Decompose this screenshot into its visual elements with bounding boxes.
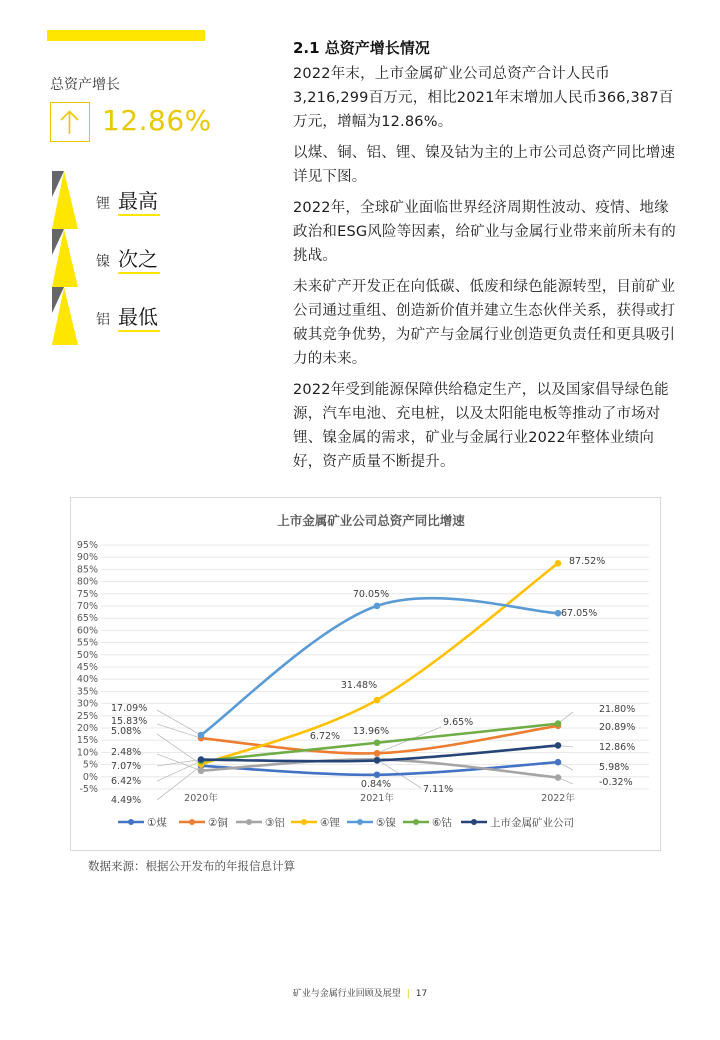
rank-underline — [118, 272, 160, 274]
data-label: 15.83% — [111, 716, 148, 727]
data-point — [555, 774, 562, 781]
data-point — [374, 757, 381, 764]
data-point — [374, 697, 381, 704]
data-label: 70.05% — [352, 589, 390, 600]
legend-label: ①煤 — [147, 817, 167, 829]
paragraph: 2022年受到能源保障供给稳定生产，以及国家倡导绿色能源，汽车电池、充电桩，以及太阳能电板等推动了市场对锂、镍金属的需求，矿业与金属行业2022年整体业绩向好，资产质量不断提升。 — [293, 382, 669, 470]
legend-marker — [128, 819, 134, 825]
data-point — [198, 732, 205, 739]
y-tick-label: 30% — [76, 698, 98, 710]
kpi-value: 12.86% — [102, 104, 212, 137]
legend-marker — [189, 819, 195, 825]
section-title: 2.1 总资产增长情况 — [293, 39, 430, 57]
paragraph: 以煤、铜、铝、锂、镍及钴为主的上市公司总资产同比增速详见下图。 — [293, 145, 676, 185]
legend-label: ⑤镍 — [376, 817, 396, 829]
y-tick-label: 95% — [76, 540, 98, 551]
y-tick-label: 10% — [76, 747, 98, 759]
x-tick-label: 2022年 — [541, 793, 575, 804]
y-tick-label: -5% — [79, 784, 98, 795]
data-label: -0.32% — [599, 777, 633, 788]
line-chart — [71, 498, 660, 850]
leader-line — [157, 734, 201, 764]
y-tick-label: 20% — [76, 723, 98, 734]
rank-underline — [118, 214, 160, 216]
x-tick-label: 2020年 — [184, 793, 218, 804]
y-tick-label: 50% — [76, 649, 98, 661]
body-text — [293, 62, 678, 481]
y-tick-label: 45% — [76, 662, 98, 673]
y-tick-label: 15% — [76, 735, 98, 747]
data-point — [555, 759, 562, 766]
y-tick-label: 90% — [76, 552, 98, 564]
data-label: 7.07% — [111, 761, 142, 772]
footer-title: 矿业与金属行业回顾及展望 — [292, 989, 401, 999]
data-point — [198, 756, 205, 763]
legend-label: 上市金属矿业公司 — [490, 817, 574, 829]
data-label: 12.86% — [599, 742, 636, 753]
legend-label: ④锂 — [320, 817, 340, 829]
paragraph: 2022年，全球矿业面临世界经济周期性波动、疫情、地缘政治和ESG风险等因素，给矿业与金属行业带来前所未有的挑战。 — [293, 200, 676, 264]
accent-bar — [47, 30, 205, 41]
data-point — [374, 739, 381, 746]
legend-marker — [471, 819, 477, 825]
rank-value: 次之 — [118, 247, 158, 271]
triangle-icon — [52, 229, 78, 287]
triangle-icon — [52, 171, 78, 229]
data-label: 13.96% — [352, 726, 390, 737]
rank-value: 最低 — [118, 305, 158, 329]
data-label: 4.49% — [111, 795, 142, 806]
data-label: 17.09% — [111, 703, 148, 714]
data-label: 5.98% — [599, 762, 630, 773]
footer-separator: | — [406, 989, 410, 999]
rank-item — [52, 229, 222, 285]
rank-metal: 镍 — [96, 254, 110, 270]
data-label: 9.65% — [443, 717, 474, 728]
data-point — [374, 771, 381, 778]
data-point — [374, 750, 381, 757]
y-tick-label: 60% — [76, 625, 98, 637]
y-tick-label: 40% — [76, 674, 98, 686]
y-tick-label: 70% — [76, 601, 98, 612]
paragraph: 2022年末，上市金属矿业公司总资产合计人民币3,216,299百万元，相比2021年末增加人民币366,387百万元，增幅为12.86%。 — [293, 66, 674, 130]
paragraph: 未来矿产开发正在向低碳、低废和绿色能源转型，目前矿业公司通过重组、创造新价值并建立生态伙伴关系，获得或打破其竞争优势，为矿产与金属行业创造更负责任和更具吸引力的未来。 — [293, 279, 676, 367]
legend-label: ②铜 — [208, 817, 228, 829]
page-footer — [0, 986, 720, 999]
legend-marker — [413, 819, 419, 825]
page-number: 17 — [415, 989, 428, 999]
data-label: 0.84% — [360, 779, 392, 790]
chart-container — [70, 497, 661, 851]
source-note: 数据来源：根据公开发布的年报信息计算 — [88, 859, 295, 873]
data-label: 7.11% — [423, 784, 454, 795]
legend-marker — [357, 819, 363, 825]
y-tick-label: 85% — [76, 564, 98, 576]
rank-value: 最高 — [118, 189, 158, 213]
legend-marker — [301, 819, 307, 825]
y-tick-label: 25% — [76, 710, 98, 722]
data-point — [555, 720, 562, 727]
data-label: 20.89% — [599, 722, 636, 733]
rank-metal: 铝 — [96, 312, 110, 328]
chart-title: 上市金属矿业公司总资产同比增速 — [277, 513, 465, 528]
data-label: 87.52% — [569, 556, 606, 567]
legend-marker — [246, 819, 252, 825]
y-tick-label: 55% — [76, 637, 98, 649]
data-point — [555, 560, 562, 567]
data-point — [374, 603, 381, 610]
data-label: 67.05% — [561, 608, 598, 619]
y-tick-label: 80% — [76, 576, 98, 588]
rank-item — [52, 171, 222, 227]
data-label: 5.08% — [111, 726, 142, 737]
data-label: 6.72% — [309, 731, 341, 742]
y-tick-label: 65% — [76, 613, 98, 625]
data-label: 21.80% — [599, 704, 636, 715]
legend-label: ③铝 — [265, 817, 285, 829]
x-tick-label: 2021年 — [360, 793, 394, 804]
y-tick-label: 5% — [82, 759, 98, 771]
data-point — [555, 742, 562, 749]
legend-label: ⑥钴 — [432, 817, 452, 829]
rank-item — [52, 287, 222, 343]
data-label: 6.42% — [111, 776, 142, 787]
rank-metal: 锂 — [96, 196, 110, 212]
rank-underline — [118, 330, 160, 332]
arrow-up-icon — [50, 102, 90, 142]
data-point — [198, 767, 205, 774]
kpi-label: 总资产增长 — [50, 77, 120, 93]
y-tick-label: 35% — [76, 686, 98, 698]
leader-line — [157, 760, 201, 766]
data-label: 2.48% — [111, 747, 142, 758]
triangle-icon — [52, 287, 78, 345]
data-label: 31.48% — [340, 680, 378, 691]
y-tick-label: 0% — [82, 771, 98, 783]
y-tick-label: 75% — [76, 588, 98, 600]
